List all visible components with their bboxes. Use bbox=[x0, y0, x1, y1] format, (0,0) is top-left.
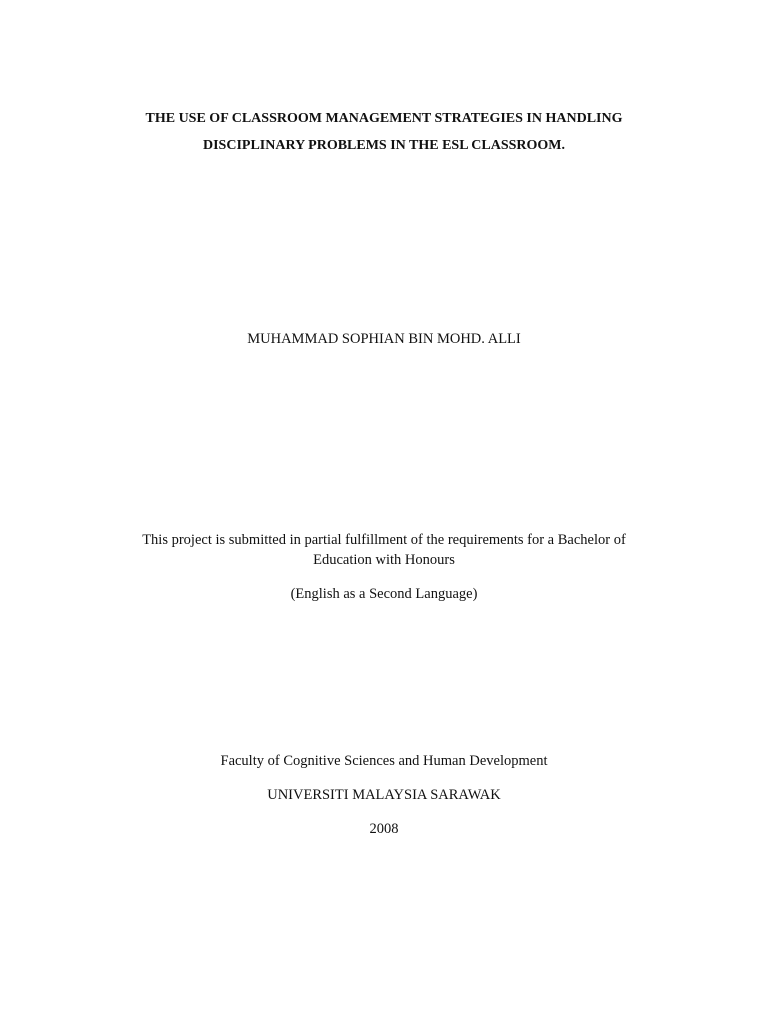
program-name: (English as a Second Language) bbox=[290, 586, 478, 602]
thesis-title-line-2: DISCIPLINARY PROBLEMS IN THE ESL CLASSROOM. bbox=[202, 138, 566, 153]
author-name: MUHAMMAD SOPHIAN BIN MOHD. ALLI bbox=[247, 331, 521, 347]
submission-statement-line-1: This project is submitted in partial fulfillment of the requirements for a Bachelor of bbox=[142, 532, 626, 548]
submission-year: 2008 bbox=[369, 821, 399, 837]
thesis-title-line-1: THE USE OF CLASSROOM MANAGEMENT STRATEGIES IN HANDLING bbox=[145, 111, 623, 126]
university-name: UNIVERSITI MALAYSIA SARAWAK bbox=[267, 787, 501, 803]
submission-statement-line-2: Education with Honours bbox=[313, 552, 455, 568]
faculty-name: Faculty of Cognitive Sciences and Human Development bbox=[220, 753, 548, 769]
